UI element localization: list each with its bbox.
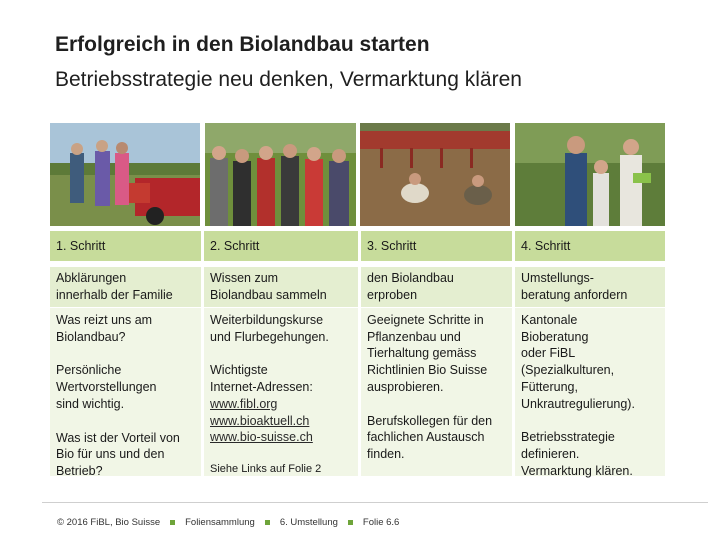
step-4-paragraph: Kantonale Bioberatung oder FiBL (Spezialkulturen, Fütterung, Unkrautregulierung). (521, 313, 635, 411)
footer-separator-icon (265, 520, 270, 525)
photo-field-work (360, 123, 510, 226)
step-1-paragraph: Persönliche Wertvorstellungen sind wichtig. (56, 363, 157, 411)
step-header-1: 1. Schritt (50, 231, 201, 261)
link-bio-suisse[interactable]: www.bio-suisse.ch (210, 430, 313, 445)
step-header-3: 3. Schritt (361, 231, 512, 261)
step-body-1 (50, 308, 201, 476)
photo-farmers-group (205, 123, 356, 226)
footer-section: 6. Umstellung (279, 517, 338, 528)
steps-body-row (50, 308, 665, 476)
step-header-4: 4. Schritt (515, 231, 665, 261)
footer-separator-icon (348, 520, 353, 525)
step-3-paragraph: Geeignete Schritte in Pflanzenbau und Tierhaltung gemäss Richtlinien Bio Suisse ausprobieren. (367, 313, 488, 394)
step-2-paragraph: Weiterbildungskurse und Flurbegehungen. (210, 313, 329, 344)
step-body-3 (361, 308, 512, 476)
step-topic-4: Umstellungs- beratung anfordern (515, 267, 665, 307)
photo-advisory-talk (515, 123, 665, 226)
step-1-paragraph: Was ist der Vorteil von Bio für uns und den Betrieb? (56, 430, 180, 478)
link-bioaktuell[interactable]: www.bioaktuell.ch (210, 413, 310, 428)
footer-divider (42, 502, 708, 503)
step-body-2 (204, 308, 358, 476)
steps-header-row (50, 231, 665, 261)
step-1-paragraph: Was reizt uns am Biolandbau? (56, 313, 153, 344)
slide-subtitle: Betriebsstrategie neu denken, Vermarktung klären (55, 68, 522, 91)
step-3-paragraph: Berufskollegen für den fachlichen Austausch finden. (367, 413, 493, 461)
footer (57, 517, 399, 528)
photo-family-farm (50, 123, 200, 226)
step-body-4 (515, 308, 665, 476)
steps-topic-row (50, 267, 665, 307)
footer-copyright: © 2016 FiBL, Bio Suisse (57, 517, 161, 528)
link-fibl[interactable]: www.fibl.org (210, 396, 278, 411)
step-topic-1: Abklärungen innerhalb der Familie (50, 267, 201, 307)
footer-collection: Foliensammlung (185, 517, 255, 528)
step-2-paragraph: Wichtigste Internet-Adressen: www.fibl.org www.bioaktuell.ch www.bio-suisse.ch (210, 362, 352, 446)
slide-title: Erfolgreich in den Biolandbau starten (55, 33, 430, 56)
footer-slide-number: Folie 6.6 (362, 517, 400, 528)
step-topic-3: den Biolandbau erproben (361, 267, 512, 307)
step-topic-2: Wissen zum Biolandbau sammeln (204, 267, 358, 307)
step-4-paragraph: Betriebsstrategie definieren. Vermarktung klären. (521, 430, 633, 478)
slide-reference-note: Siehe Links auf Folie 2 (210, 462, 322, 475)
step-header-2: 2. Schritt (204, 231, 358, 261)
footer-separator-icon (170, 520, 175, 525)
